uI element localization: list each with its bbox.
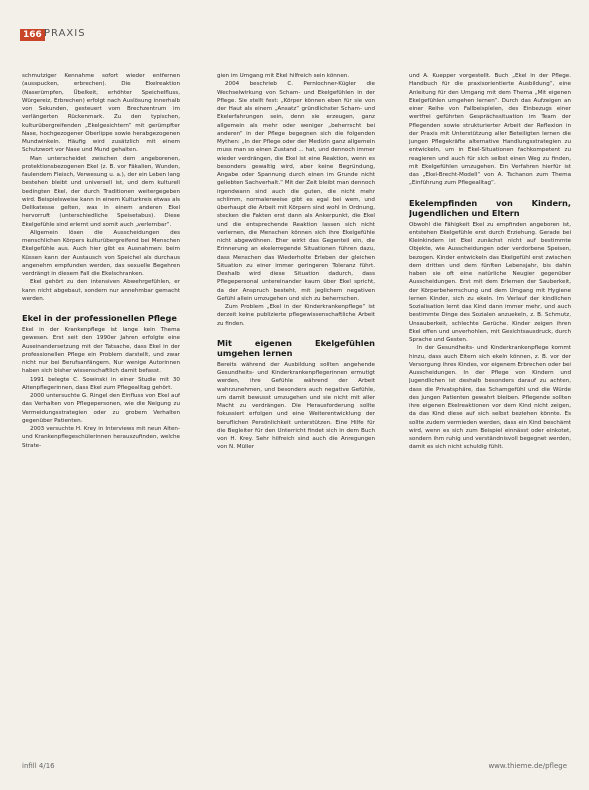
body-paragraph: und A. Kuepper vorgestellt. Buch „Ekel in der Pflege. Handbuch für die praxisorientierte Ausbildung“, eine Anleitung für den Umgang mit dem Thema „Mit eigenen Ekelgefühlen umgehen lernen“. Durch das Aufzeigen an einer Reihe von Fallbeispielen, des Einbezugs einer wertfrei geführten Gesprächssituation im Team der Pflegenden sowie strukturierter Arbeit der Reflexion in der Praxis mit Unterstützung aller Beteiligten lernen die jungen Pflegekräfte alternative Handlungsstrategien zu entwickeln, um in Ekel-Situationen fachkompetent zu reagieren und auch für sich selbst einen Weg zu finden, mit Ekelgefühlen umzugehen. Ein Verfahren hierfür ist das „Ekel-Brecht-Modell“ von A. Tschanon zum Thema „Einführung zum Pflegealltag“.: [409, 73, 571, 187]
body-paragraph: Man unterscheidet zwischen dem angeborenen, protektionsbezogenen Ekel (z. B. vor Fäkalien, Wunden, faulendem Fleisch, Verwesung u. a.), der ein Leben lang bestehen bleibt und universell ist, und dem kulturell bedingten Ekel, der durch Traditionen weitergegeben wird. Beispielsweise kann in einem Kulturkreis etwas als Delikatesse gelten, was in einem anderen Ekel hervorruft (unterschiedliche Speisetabus). Diese Ekelgefühle sind erlernt und somit auch „verlernbar“.: [22, 155, 180, 228]
text-column-1: [22, 72, 180, 762]
body-paragraph: Ekel in der Krankenpflege ist lange kein Thema gewesen. Erst seit den 1990er Jahren erfolgte eine Auseinandersetzung mit der Tatsache, dass Ekel in der professionellen Pflege ein Problem darstellt, und zwar nicht nur bei Berufsanfängern. Nur wenige Autorinnen haben sich bisher wissenschaftlich damit befasst.: [22, 327, 180, 375]
page-number-badge: 166: [20, 29, 45, 41]
body-paragraph: In der Gesundheits- und Kinderkrankenpflege kommt hinzu, dass auch Eltern sich ekeln können, z. B. vor der Versorgung ihres Kindes, vor eigenem Erbrechen oder bei Ausscheidungen. In der Pflege von Kindern und Jugendlichen ist deshalb besonders darauf zu achten, dass die Privatsphäre, das Schamgefühl und die Würde des jungen Patienten gewahrt bleiben. Pflegende sollten ihre eigenen Ekelreaktionen vor dem Kind nicht zeigen, da das Kind diese auf sich selbst beziehen könnte. Es sollte zudem vermieden werden, dass ein Kind beschämt wird, wenn es sich zum Beispiel einnässt oder einkotet, sondern ihm ruhig und verständnisvoll begegnet werden, damit es sich nicht schuldig fühlt.: [409, 345, 571, 451]
body-paragraph: Obwohl die Fähigkeit Ekel zu empfinden angeboren ist, entstehen Ekelgefühle erst durch Erziehung. Gerade bei Kleinkindern ist Ekel zunächst nicht auf bestimmte Objekte, wie Ausscheidungen oder verdorbene Speisen, bezogen. Kinder entwickeln das Ekelgefühl erst zwischen dem dritten und dem fünften Lebensjahr, bis dahin haben sie oft eine natürliche Neugier gegenüber Ausscheidungen. Erst mit dem Erlernen der Sauberkeit, der Körperbeherrschung und dem Umgang mit Hygiene lernen Kinder, sich zu ekeln. Im Verlauf der kindlichen Sozialisation lernt das Kind dann immer mehr, und auch bestimmte Dinge des Sozialen anzuekeln, z. B. Schmutz, Unsauberkeit, schlechte Gerüche. Kinder zeigen ihren Ekel offen und unverhohlen, mit Gesichtsausdruck, durch Sprache und Gesten.: [409, 221, 571, 343]
body-paragraph: 2003 versuchte H. Krey in Interviews mit neun Alten- und Krankenpflegeschülerinnen herauszufinden, welche Strate-: [22, 426, 180, 449]
footer-url: www.thieme.de/pflege: [488, 762, 567, 770]
text-column-3: [409, 72, 571, 772]
section-heading: Ekel in der professionellen Pflege: [22, 313, 177, 323]
section-heading: Mit eigenen Ekelgefühlen umgehen lernen: [217, 337, 375, 358]
body-paragraph: Allgemein lösen die Ausscheidungen des menschlichen Körpers kulturübergreifend bei Menschen Ekelgefühle aus. Auch hier gibt es Ausnahmen: beim Küssen kann der Austausch von Speichel als durchaus angenehm empfunden werden, das sexuelle Begehren verdrängt in diesem Fall die Ekelschranken.: [22, 229, 180, 277]
body-paragraph: schmutziger Kennahme sofort wieder entfernen (ausspucken, erbrechen). Die Ekelreaktion (Naserümpfen, Übelkeit, erhöhter Speichelfluss, Würgereiz, Erbrechen) erfolgt nach Auslösung innerhalb von Sekunden, gesteuert vom Brechzentrum im verlängerten Rückenmark. Zu den typischen, kulturübergreifenden „Ekelgesichtern“ mit gerümpfter Nase, hochgezogener Oberlippe sowie herabgezogenen Mundwinkeln. Häufig wird zusätzlich mit einem Schutzwort vor Nase und Mund gehalten.: [22, 73, 180, 154]
body-paragraph: Bereits während der Ausbildung sollten angehende Gesundheits- und Kinderkrankenpflegerinnen ermutigt werden, ihre Gefühle während der Arbeit wahrzunehmen, und besonders auch negative Gefühle, um damit bewusst umzugehen und sie nicht mit aller Macht zu verdrängen. Die Herausforderung sollte fokussiert erfolgen und eine Weiterentwicklung der beruflichen Persönlichkeit unterstützen. Eine Hilfe für die Begleiter für den Unterricht findet sich in dem Buch von H. Krey. Sehr hilfreich sind auch die Anregungen von N. Müller: [217, 361, 375, 451]
body-paragraph: Ekel gehört zu den intensiven Abwehrgefühlen, er kann nicht abgebaut, sondern nur annehmbar gemacht werden.: [22, 279, 180, 302]
body-paragraph: 1991 belegte C. Sowinski in einer Studie mit 30 Altenpflegerinnen, dass Ekel zum Pflegealltag gehört.: [22, 376, 180, 391]
text-column-2: [217, 72, 375, 772]
body-paragraph: Zum Problem „Ekel in der Kinderkrankenpflege“ ist derzeit keine publizierte pflegewissenschaftliche Arbeit zu finden.: [217, 304, 375, 327]
section-heading: Ekelempfinden von Kindern, Jugendlichen und Eltern: [409, 197, 571, 218]
body-paragraph: gien im Umgang mit Ekel hilfreich sein können.: [217, 73, 350, 79]
section-label: PRAXIS: [44, 28, 86, 39]
page-header: [0, 0, 589, 40]
body-paragraph: 2004 beschrieb C. Pernlochner-Kügler die Wechselwirkung von Scham- und Ekelgefühlen in der Pflege. Sie stellt fest: „Körper können eben für sie von der Haut als einem „Ansatz“ gründlichster Scham- und Ekelerfahrungen sein, denn sie erzeugen, ganz allgemein als mehr oder weniger „beherrscht bei anderen“ in der Pflege begegnen sich die folgenden Mythen: „In der Pflege oder der Medizin ganz allgemein muss man so einen Zustand ... hat, und dennoch immer wieder verdrängen, die Ekel ist eine Reaktion, wenn es besonders gewaltig wird, aber keine Begründung, Angabe oder Spannung durch einen im Grunde nicht geliebten Sachverhalt.“ Mit der Zeit bleibt man dennoch irgendwann sind auch die guten, die nicht mehr schlimm, normalerweise gibt es egal bei wem, und überhaupt die Arbeit mit Körpern sind wohl in Ordnung, stecken die Fakten erst dann als Ankerpunkt, die Ekel und die entsprechende Reaktion lassen sich nicht verlernen, die Menschen können sich ihre Ekelgefühle nicht abgewöhnen. Eher wirkt das Gegenteil ein, die Erinnerung an ekelerregende Situationen führen dazu, dass Menschen das Wiederholte Erleben der gleichen Situation zu einer immer geringeren Toleranz führt. Deshalb wird diese Situation dadurch, dass Pflegepersonal untereinander kaum über Ekel spricht, da der Anspruch besteht, mit jeglichem negativen Gefühl allein umzugehen und sich zu beherrschen.: [217, 81, 375, 302]
body-paragraph: 2000 untersuchte G. Ringel den Einfluss von Ekel auf das Verhalten von Pflegepersonen, wie die Neigung zu Vermeidungsstrategien oder zu grobem Verhalten gegenüber Patienten.: [22, 393, 180, 424]
footer-issue: infill 4/16: [22, 762, 55, 770]
